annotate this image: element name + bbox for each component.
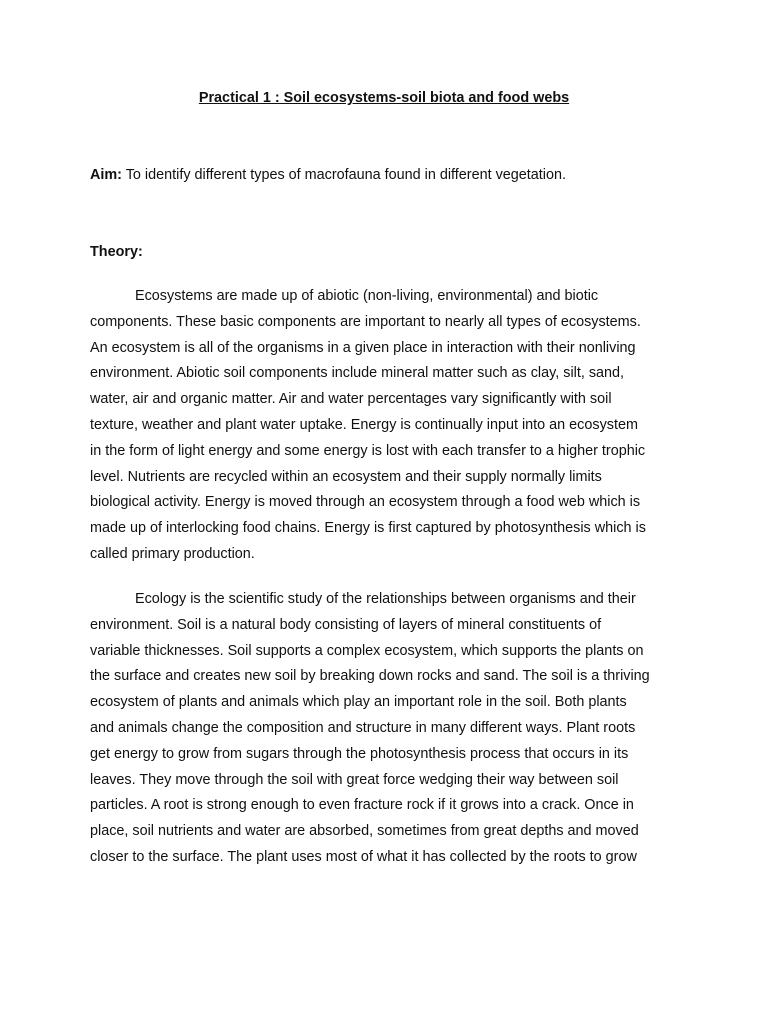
paragraph-line: Ecosystems are made up of abiotic (non-living, environmental) and biotic bbox=[135, 288, 599, 304]
paragraph-line: variable thicknesses. Soil supports a complex ecosystem, which supports the plants on bbox=[90, 642, 644, 659]
paragraph-line: components. These basic components are important to nearly all types of ecosystems. bbox=[90, 313, 641, 330]
paragraph-line: level. Nutrients are recycled within an ecosystem and their supply normally limits bbox=[90, 468, 602, 485]
paragraph-line: the surface and creates new soil by breaking down rocks and sand. The soil is a thriving bbox=[90, 668, 650, 685]
paragraph-line: environment. Soil is a natural body consisting of layers of mineral constituents of bbox=[90, 616, 602, 633]
paragraph-line: texture, weather and plant water uptake. Energy is continually input into an ecosystem bbox=[90, 416, 638, 433]
theory-paragraph-1 bbox=[90, 284, 690, 568]
paragraph-line: environment. Abiotic soil components include mineral matter such as clay, silt, sand, bbox=[90, 365, 625, 382]
paragraph-line: particles. A root is strong enough to even fracture rock if it grows into a crack. Once in bbox=[90, 797, 634, 814]
paragraph-line: ecosystem of plants and animals which play an important role in the soil. Both plants bbox=[90, 694, 627, 711]
paragraph-line: made up of interlocking food chains. Energy is first captured by photosynthesis which is bbox=[90, 520, 646, 537]
aim-label: Aim: bbox=[90, 167, 122, 183]
paragraph-line: in the form of light energy and some energy is lost with each transfer to a higher trophic bbox=[90, 442, 646, 459]
paragraph-line: get energy to grow from sugars through the photosynthesis process that occurs in its bbox=[90, 745, 629, 762]
paragraph-line: biological activity. Energy is moved through an ecosystem through a food web which is bbox=[90, 494, 641, 511]
page-title: Practical 1 : Soil ecosystems-soil biota and food webs bbox=[198, 90, 570, 106]
paragraph-line: and animals change the composition and structure in many different ways. Plant roots bbox=[90, 719, 636, 736]
theory-paragraph-2 bbox=[90, 587, 690, 871]
paragraph-line: closer to the surface. The plant uses most of what it has collected by the roots to grow bbox=[90, 848, 637, 865]
aim-text: To identify different types of macrofauna found in different vegetation. bbox=[121, 167, 566, 183]
paragraph-line: An ecosystem is all of the organisms in a given place in interaction with their nonliving bbox=[90, 339, 636, 356]
paragraph-line: place, soil nutrients and water are absorbed, sometimes from great depths and moved bbox=[90, 823, 639, 840]
paragraph-line: water, air and organic matter. Air and water percentages vary significantly with soil bbox=[90, 391, 612, 408]
paragraph-line: called primary production. bbox=[90, 545, 255, 562]
paragraph-line: leaves. They move through the soil with great force wedging their way between soil bbox=[90, 771, 619, 788]
aim-section bbox=[90, 165, 690, 185]
paragraph-line: Ecology is the scientific study of the relationships between organisms and their bbox=[135, 591, 636, 607]
theory-heading: Theory: bbox=[90, 244, 143, 260]
